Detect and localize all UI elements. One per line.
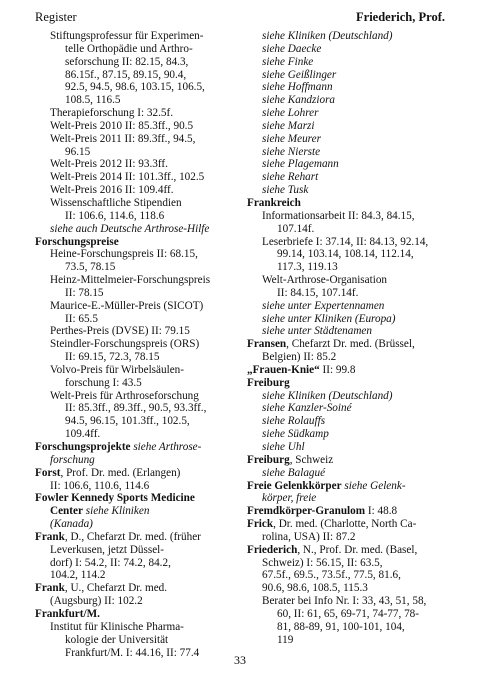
index-line: [35, 146, 261, 159]
index-line: [35, 557, 261, 570]
index-headword: Freie Gelenkkörper: [247, 479, 342, 492]
index-text: Welt-Preis 2010 II: 85.3ff., 90.5: [50, 119, 194, 132]
index-headword: Friederich: [247, 543, 298, 556]
cross-reference: siehe Marzi: [262, 119, 315, 132]
cross-reference: siehe Nierste: [262, 145, 321, 158]
index-line: [247, 81, 459, 94]
cross-reference: siehe Plagemann: [262, 158, 339, 171]
index-line: [35, 81, 261, 94]
index-text: 104.2, 114.2: [50, 569, 106, 582]
index-line: [247, 210, 459, 223]
index-text: II: 65.5: [65, 312, 98, 325]
index-text: Frankfurt/M. I: 44.16, II: 77.4: [65, 646, 200, 659]
running-header-left: Register: [35, 10, 77, 24]
index-line: [35, 480, 261, 493]
index-text: 73.5, 78.15: [65, 261, 116, 274]
cross-reference: siehe Kandziora: [262, 94, 336, 107]
index-text: II: 106.6, 110.6, 114.6: [50, 479, 150, 492]
index-line: [35, 467, 261, 480]
index-line: [247, 402, 459, 415]
index-headword: Frankfurt/M.: [35, 607, 100, 620]
index-line: [35, 313, 261, 326]
cross-reference: siehe Rehart: [262, 171, 319, 184]
index-text: Perthes-Preis (DVSE) II: 79.15: [50, 325, 190, 338]
index-text: , Dr. med. (Charlotte, North Ca-: [273, 518, 417, 531]
index-line: [247, 415, 459, 428]
index-text: 86.15f., 87.15, 89.15, 90.4,: [65, 68, 187, 81]
index-text: Stiftungsprofessur für Experimen-: [50, 30, 204, 42]
index-text: Belgien) II: 85.2: [262, 351, 337, 364]
index-line: [35, 415, 261, 428]
index-line: [247, 120, 459, 133]
cross-reference: siehe Meurer: [262, 132, 321, 145]
index-line: [35, 158, 261, 171]
index-headword: Forschungspreise: [35, 235, 119, 248]
index-line: [247, 518, 459, 531]
cross-reference: siehe Kliniken: [82, 505, 150, 518]
index-line: [247, 248, 459, 261]
index-text: Therapieforschung I: 32.5f.: [50, 107, 174, 120]
index-text: seforschung II: 82.15, 84.3,: [65, 55, 189, 68]
index-line: [35, 621, 261, 634]
index-line: [247, 313, 459, 326]
index-line: [247, 454, 459, 467]
index-line: [247, 634, 459, 647]
index-line: [35, 287, 261, 300]
cross-reference: siehe Finke: [262, 55, 314, 68]
index-text: Leverkusen, jetzt Düssel-: [50, 543, 165, 556]
index-text: 94.5, 96.15, 101.3ff., 102.5,: [65, 415, 190, 428]
index-line: [35, 223, 261, 236]
index-line: [247, 94, 459, 107]
index-text: Heine-Forschungspreis II: 68.15,: [50, 248, 198, 261]
index-line: [35, 531, 261, 544]
index-headword: Fowler Kennedy Sports Medicine: [35, 492, 195, 505]
cross-reference: siehe unter Städtenamen: [262, 325, 372, 338]
index-line: [35, 608, 261, 621]
index-line: [247, 300, 459, 313]
index-line: [35, 428, 261, 441]
index-line: [35, 107, 261, 120]
index-headword: Frankreich: [247, 196, 301, 209]
index-line: [247, 338, 459, 351]
index-line: [247, 69, 459, 82]
index-line: [247, 428, 459, 441]
index-text: 109.4ff.: [65, 428, 101, 441]
index-line: [35, 248, 261, 261]
cross-reference: siehe Rolauffs: [262, 415, 326, 428]
index-line: [247, 325, 459, 338]
index-text: II: 99.8: [319, 363, 356, 376]
index-line: [35, 402, 261, 415]
index-text: telle Orthopädie und Arthro-: [65, 42, 193, 55]
cross-reference: forschung: [50, 453, 95, 466]
index-text: 67.5f., 69.5., 73.5f., 77.5, 81.6,: [262, 569, 401, 582]
cross-reference: siehe Lohrer: [262, 107, 319, 120]
index-line: [247, 158, 459, 171]
cross-reference: siehe Geißlinger: [262, 68, 337, 81]
index-column-right: [247, 30, 459, 647]
index-line: [247, 557, 459, 570]
index-headword: Forst: [35, 466, 61, 479]
index-line: [247, 441, 459, 454]
cross-reference: siehe Südkamp: [262, 428, 329, 441]
index-line: [35, 325, 261, 338]
index-line: [247, 171, 459, 184]
index-text: II: 106.6, 114.6, 118.6: [65, 209, 165, 222]
index-text: 119: [277, 633, 294, 646]
index-line: [35, 364, 261, 377]
index-line: [247, 364, 459, 377]
index-text: , U., Chefarzt Dr. med.: [64, 582, 168, 595]
index-line: [35, 274, 261, 287]
index-line: [247, 467, 459, 480]
index-text: 92.5, 94.5, 98.6, 103.15, 106.5,: [65, 81, 205, 94]
cross-reference: körper, freie: [262, 492, 317, 505]
index-text: II: 84.15, 107.14f.: [277, 286, 359, 299]
index-line: [35, 505, 261, 518]
index-text: Wissenschaftliche Stipendien: [50, 196, 182, 209]
index-line: [35, 236, 261, 249]
index-text: Welt-Arthrose-Organisation: [262, 274, 388, 287]
index-line: [35, 338, 261, 351]
index-line: [35, 69, 261, 82]
index-line: [247, 582, 459, 595]
index-text: forschung I: 43.5: [65, 376, 142, 389]
index-text: Informationsarbeit II: 84.3, 84.15,: [262, 209, 415, 222]
cross-reference: siehe Uhl: [262, 441, 305, 453]
index-line: [35, 390, 261, 403]
cross-reference: siehe Daecke: [262, 42, 322, 55]
index-text: 96.15: [65, 145, 91, 158]
index-text: Welt-Preis 2016 II: 109.4ff.: [50, 184, 174, 197]
index-line: [247, 274, 459, 287]
cross-reference: siehe Gelenk-: [341, 479, 406, 492]
index-text: II: 69.15, 72.3, 78.15: [65, 351, 160, 364]
index-line: [247, 390, 459, 403]
index-text: Leserbriefe I: 37.14, II: 84.13, 92.14,: [262, 235, 429, 248]
index-text: Heinz-Mittelmeier-Forschungspreis: [50, 274, 211, 287]
cross-reference: siehe Arthrose-: [130, 441, 202, 453]
index-text: 99.14, 103.14, 108.14, 112.14,: [277, 248, 414, 261]
index-line: [247, 287, 459, 300]
index-text: Berater bei Info Nr. I: 33, 43, 51, 58,: [262, 595, 427, 608]
index-line: [35, 133, 261, 146]
index-line: [35, 518, 261, 531]
index-text: Welt-Preis 2012 II: 93.3ff.: [50, 158, 168, 171]
index-line: [247, 107, 459, 120]
index-line: [35, 210, 261, 223]
index-line: [35, 94, 261, 107]
index-line: [35, 441, 261, 454]
index-text: 107.14f.: [277, 222, 315, 235]
index-headword: Frank: [35, 530, 65, 543]
index-line: [247, 480, 459, 493]
index-text: Institut für Klinische Pharma-: [50, 620, 184, 633]
index-text: Welt-Preis 2014 II: 101.3ff., 102.5: [50, 171, 205, 184]
index-line: [35, 454, 261, 467]
index-line: [35, 43, 261, 56]
index-line: [35, 184, 261, 197]
index-line: [247, 261, 459, 274]
index-text: , Chefarzt Dr. med. (Brüssel,: [286, 338, 415, 351]
index-line: [247, 595, 459, 608]
index-headword: „Frauen-Knie“: [247, 363, 320, 376]
cross-reference: siehe Tusk: [262, 184, 309, 197]
index-text: rolina, USA) II: 87.2: [262, 530, 356, 543]
index-text: I: 48.8: [365, 505, 398, 518]
index-line: [35, 300, 261, 313]
cross-reference: siehe auch Deutsche Arthrose-Hilfe: [50, 222, 210, 235]
index-line: [247, 569, 459, 582]
index-line: [35, 492, 261, 505]
index-line: [247, 621, 459, 634]
index-headword: Fremdkörper-Granulom: [247, 505, 366, 518]
index-text: 108.5, 116.5: [65, 94, 121, 107]
index-line: [35, 582, 261, 595]
index-line: [247, 146, 459, 159]
cross-reference: siehe Kliniken (Deutschland): [262, 389, 393, 402]
index-headword: Fransen: [247, 338, 287, 351]
index-line: [247, 223, 459, 236]
index-line: [247, 492, 459, 505]
index-text: 60, II: 61, 65, 69-71, 74-77, 78-: [277, 607, 420, 620]
index-line: [247, 197, 459, 210]
index-line: [247, 544, 459, 557]
index-text: , D., Chefarzt Dr. med. (früher: [64, 530, 201, 543]
index-line: [35, 120, 261, 133]
index-headword: Frank: [35, 582, 65, 595]
index-line: [35, 377, 261, 390]
index-headword: Forschungsprojekte: [35, 441, 131, 453]
index-line: [247, 133, 459, 146]
index-text: II: 85.3ff., 89.3ff., 90.5, 93.3ff.,: [65, 402, 207, 415]
index-line: [247, 56, 459, 69]
cross-reference: siehe unter Expertennamen: [262, 299, 385, 312]
index-line: [247, 505, 459, 518]
index-text: (Augsburg) II: 102.2: [50, 595, 143, 608]
index-text: , Prof. Dr. med. (Erlangen): [60, 466, 181, 479]
index-text: dorf) I: 54.2, II: 74.2, 84.2,: [50, 556, 171, 569]
index-line: [35, 634, 261, 647]
index-line: [247, 43, 459, 56]
index-text: Steindler-Forschungspreis (ORS): [50, 338, 200, 351]
index-text: 81, 88-89, 91, 100-101, 104,: [277, 620, 405, 633]
index-line: [35, 569, 261, 582]
cross-reference: siehe Kliniken (Deutschland): [262, 30, 393, 42]
running-header-right: Friederich, Prof.: [356, 10, 445, 24]
index-line: [35, 171, 261, 184]
index-text: Schweiz) I: 56.15, II: 63.5,: [262, 556, 383, 569]
cross-reference: siehe Kanzler-Soiné: [262, 402, 352, 415]
index-text: Welt-Preis für Arthroseforschung: [50, 389, 199, 402]
cross-reference: siehe Hoffmann: [262, 81, 333, 94]
index-headword: Freiburg: [247, 376, 290, 389]
index-line: [35, 261, 261, 274]
index-line: [247, 184, 459, 197]
index-headword: Center: [50, 505, 83, 518]
index-text: Welt-Preis 2011 II: 89.3ff., 94.5,: [50, 132, 196, 145]
index-line: [35, 351, 261, 364]
index-line: [35, 56, 261, 69]
index-line: [247, 608, 459, 621]
index-line: [35, 544, 261, 557]
index-line: [247, 351, 459, 364]
cross-reference: (Kanada): [50, 518, 93, 531]
index-line: [35, 595, 261, 608]
index-line: [247, 236, 459, 249]
index-text: Volvo-Preis für Wirbelsäulen-: [50, 363, 184, 376]
index-text: 117.3, 119.13: [277, 261, 338, 274]
index-line: [35, 197, 261, 210]
index-line: [247, 377, 459, 390]
index-line: [35, 30, 261, 43]
index-column-left: [35, 30, 261, 659]
index-line: [247, 531, 459, 544]
index-headword: Frick: [247, 518, 274, 531]
index-text: , N., Prof. Dr. med. (Basel,: [297, 543, 418, 556]
cross-reference: siehe unter Kliniken (Europa): [262, 312, 396, 325]
page-number: 33: [234, 653, 246, 667]
index-text: , Schweiz: [289, 453, 334, 466]
index-text: II: 78.15: [65, 286, 104, 299]
index-text: kologie der Universität: [65, 633, 169, 646]
index-line: [247, 30, 459, 43]
cross-reference: siehe Balagué: [262, 466, 326, 479]
index-headword: Freiburg: [247, 453, 290, 466]
index-text: Maurice-E.-Müller-Preis (SICOT): [50, 299, 204, 312]
index-text: 90.6, 98.6, 108.5, 115.3: [262, 582, 368, 595]
